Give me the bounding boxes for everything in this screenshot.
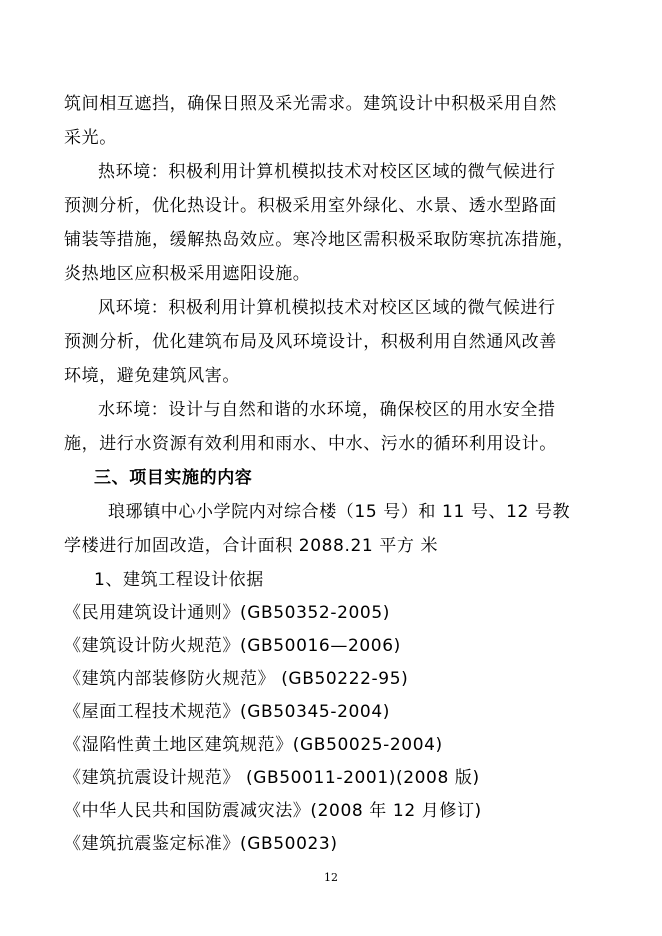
standard-list-item: 《湿陷性黄土地区建筑规范》(GB50025-2004) bbox=[64, 735, 443, 755]
paragraph-thermal-start: 热环境：积极利用计算机模拟技术对校区区域的微气候进行 bbox=[98, 162, 556, 182]
body-text-line: 施，进行水资源有效利用和雨水、中水、污水的循环利用设计。 bbox=[64, 434, 557, 454]
paragraph-water-start: 水环境：设计与自然和谐的水环境，确保校区的用水安全措 bbox=[98, 400, 556, 420]
standard-list-item: 《建筑内部装修防火规范》 (GB50222-95) bbox=[64, 669, 409, 689]
body-text-line: 采光。 bbox=[64, 128, 117, 148]
standard-list-item: 《建筑抗震鉴定标准》(GB50023) bbox=[64, 834, 338, 854]
body-text-line: 炎热地区应积极采用遮阳设施。 bbox=[64, 264, 311, 284]
section-heading: 三、项目实施的内容 bbox=[94, 468, 253, 488]
paragraph-wind-start: 风环境：积极利用计算机模拟技术对校区区域的微气候进行 bbox=[98, 298, 556, 318]
paragraph-project-start: 琅琊镇中心小学院内对综合楼（15 号）和 11 号、12 号教 bbox=[108, 502, 571, 522]
body-text-line: 预测分析，优化热设计。积极采用室外绿化、水景、透水型路面 bbox=[64, 196, 557, 216]
body-text-line: 预测分析，优化建筑布局及风环境设计，积极利用自然通风改善 bbox=[64, 332, 557, 352]
standard-list-item: 《屋面工程技术规范》(GB50345-2004) bbox=[64, 702, 390, 722]
standard-list-item: 《建筑设计防火规范》(GB50016—2006) bbox=[64, 636, 401, 656]
body-text-line: 筑间相互遮挡，确保日照及采光需求。建筑设计中积极采用自然 bbox=[64, 94, 557, 114]
standard-list-item: 《建筑抗震设计规范》 (GB50011-2001)(2008 版) bbox=[64, 768, 480, 788]
standard-list-item: 《民用建筑设计通则》(GB50352-2005) bbox=[64, 603, 390, 623]
body-text-line: 铺装等措施，缓解热岛效应。寒冷地区需积极采取防寒抗冻措施， bbox=[64, 230, 575, 250]
body-text-line: 环境，避免建筑风害。 bbox=[64, 366, 240, 386]
body-text-line: 学楼进行加固改造，合计面积 2088.21 平方 米 bbox=[64, 536, 439, 556]
standard-list-item: 《中华人民共和国防震减灾法》(2008 年 12 月修订) bbox=[64, 801, 482, 821]
subsection-heading: 1、建筑工程设计依据 bbox=[94, 570, 264, 590]
page-number: 12 bbox=[324, 871, 338, 884]
